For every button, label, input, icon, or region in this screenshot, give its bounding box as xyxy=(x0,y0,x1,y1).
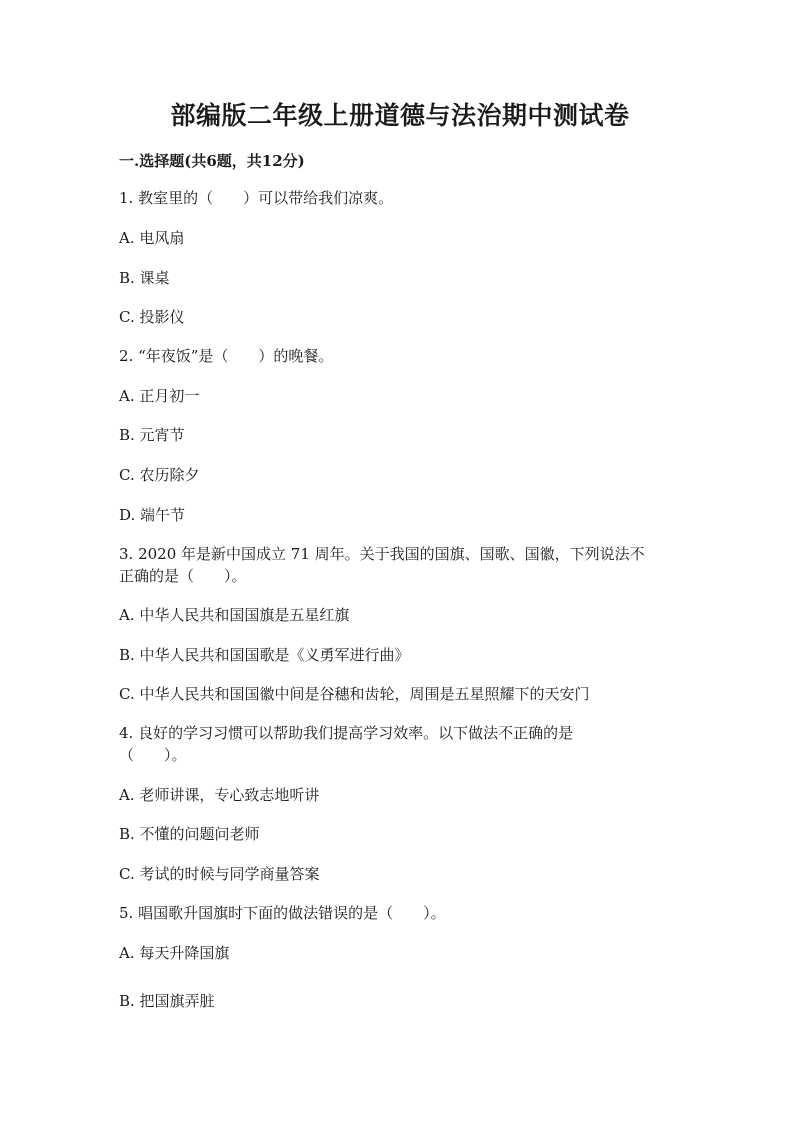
question-3-option-b: B. 中华人民共和国国歌是《义勇军进行曲》 xyxy=(119,646,410,664)
question-2-option-c: C. 农历除夕 xyxy=(119,466,200,484)
question-3-option-c: C. 中华人民共和国国徽中间是谷穗和齿轮，周围是五星照耀下的天安门 xyxy=(119,685,590,703)
page-title: 部编版二年级上册道德与法治期中测试卷 xyxy=(170,101,630,130)
question-4-option-a: A. 老师讲课，专心致志地听讲 xyxy=(119,786,320,804)
question-5-stem: 5. 唱国歌升国旗时下面的做法错误的是（ ）。 xyxy=(119,904,446,922)
question-5-option-a: A. 每天升降国旗 xyxy=(119,944,230,962)
question-4-stem-line-1: 4. 良好的学习习惯可以帮助我们提高学习效率。以下做法不正确的是 xyxy=(119,724,574,742)
question-1-option-b: B. 课桌 xyxy=(119,269,170,287)
section-heading: 一.选择题(共6题，共12分) xyxy=(119,152,305,170)
question-1-stem: 1. 教室里的（ ）可以带给我们凉爽。 xyxy=(119,189,394,207)
question-3-option-a: A. 中华人民共和国国旗是五星红旗 xyxy=(119,606,350,624)
question-2-stem: 2. “年夜饭”是（ ）的晚餐。 xyxy=(119,347,334,365)
question-3-stem-line-1: 3. 2020 年是新中国成立 71 周年。关于我国的国旗、国歌、国徽，下列说法不 xyxy=(119,545,645,563)
question-1-option-a: A. 电风扇 xyxy=(119,229,185,247)
question-2-option-d: D. 端午节 xyxy=(119,506,186,524)
question-3-stem-line-2: 正确的是（ ）。 xyxy=(119,567,247,585)
question-4-option-c: C. 考试的时候与同学商量答案 xyxy=(119,865,320,883)
question-4-stem-line-2: （ ）。 xyxy=(119,746,187,764)
question-4-option-b: B. 不懂的问题问老师 xyxy=(119,825,260,843)
question-2-option-b: B. 元宵节 xyxy=(119,426,185,444)
question-5-option-b: B. 把国旗弄脏 xyxy=(119,992,215,1010)
question-1-option-c: C. 投影仪 xyxy=(119,308,185,326)
question-2-option-a: A. 正月初一 xyxy=(119,387,200,405)
